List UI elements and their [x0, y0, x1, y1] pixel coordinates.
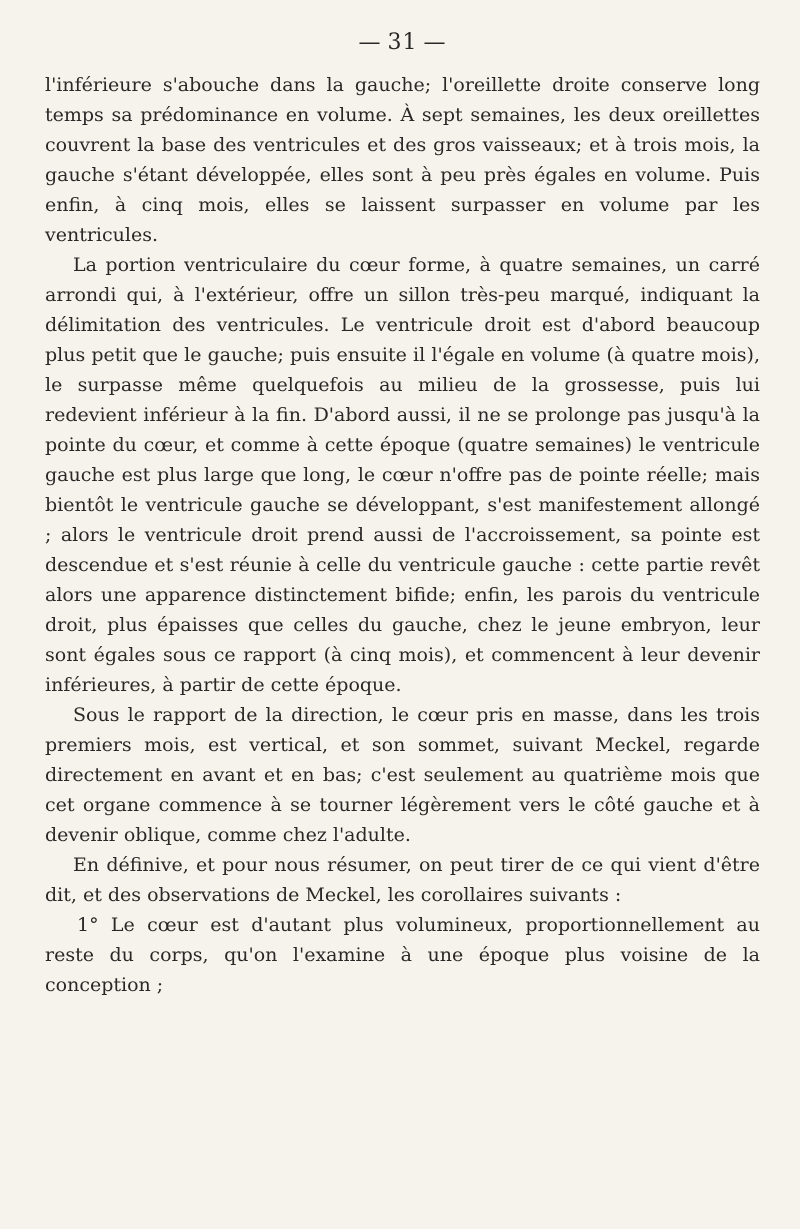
body-text — [45, 70, 760, 1000]
page-number: — 31 — — [45, 28, 760, 58]
list-item-1: 1° Le cœur est d'autant plus volumineux, proportionnellement au reste du corps, qu'on l'examine à une époque plus voisine de la conception ; — [45, 914, 760, 996]
paragraph-2: La portion ventriculaire du cœur forme, à quatre semaines, un carré arrondi qui, à l'extérieur, offre un sillon très-peu marqué, indiquant la délimitation des ventricules. Le ventricule droit est d'abord beaucoup plus petit que le gauche; puis ensuite il l'égale en volume (à quatre mois), le surpasse même quelquefois au milieu de la grossesse, puis lui redevient inférieur à la fin. D'abord aussi, il ne se prolonge pas jusqu'à la pointe du cœur, et comme à cette époque (quatre semaines) le ventricule gauche est plus large que long, le cœur n'offre pas de pointe réelle; mais bientôt le ventricule gauche se développant, s'est manifestement allongé ; alors le ventricule droit prend aussi de l'accroissement, sa pointe est descendue et s'est réunie à celle du ventricule gauche : cette partie revêt alors une apparence distinctement bifide; enfin, les parois du ventricule droit, plus épaisses que celles du gauche, chez le jeune embryon, leur sont égales sous ce rapport (à cinq mois), et commencent à leur devenir inférieures, à partir de cette époque. — [45, 254, 760, 696]
paragraph-1: l'inférieure s'abouche dans la gauche; l'oreillette droite conserve long temps sa prédominance en volume. À sept semaines, les deux oreillettes couvrent la base des ventricules et des gros vaisseaux; et à trois mois, la gauche s'étant développée, elles sont à peu près égales en volume. Puis enfin, à cinq mois, elles se laissent surpasser en volume par les ventricules. — [45, 74, 760, 246]
paragraph-3: Sous le rapport de la direction, le cœur pris en masse, dans les trois premiers mois, est vertical, et son sommet, suivant Meckel, regarde directement en avant et en bas; c'est seulement au quatrième mois que cet organe commence à se tourner légèrement vers le côté gauche et à devenir oblique, comme chez l'adulte. — [45, 704, 760, 846]
paragraph-4: En définive, et pour nous résumer, on peut tirer de ce qui vient d'être dit, et des observations de Meckel, les corollaires suivants : — [45, 854, 760, 906]
